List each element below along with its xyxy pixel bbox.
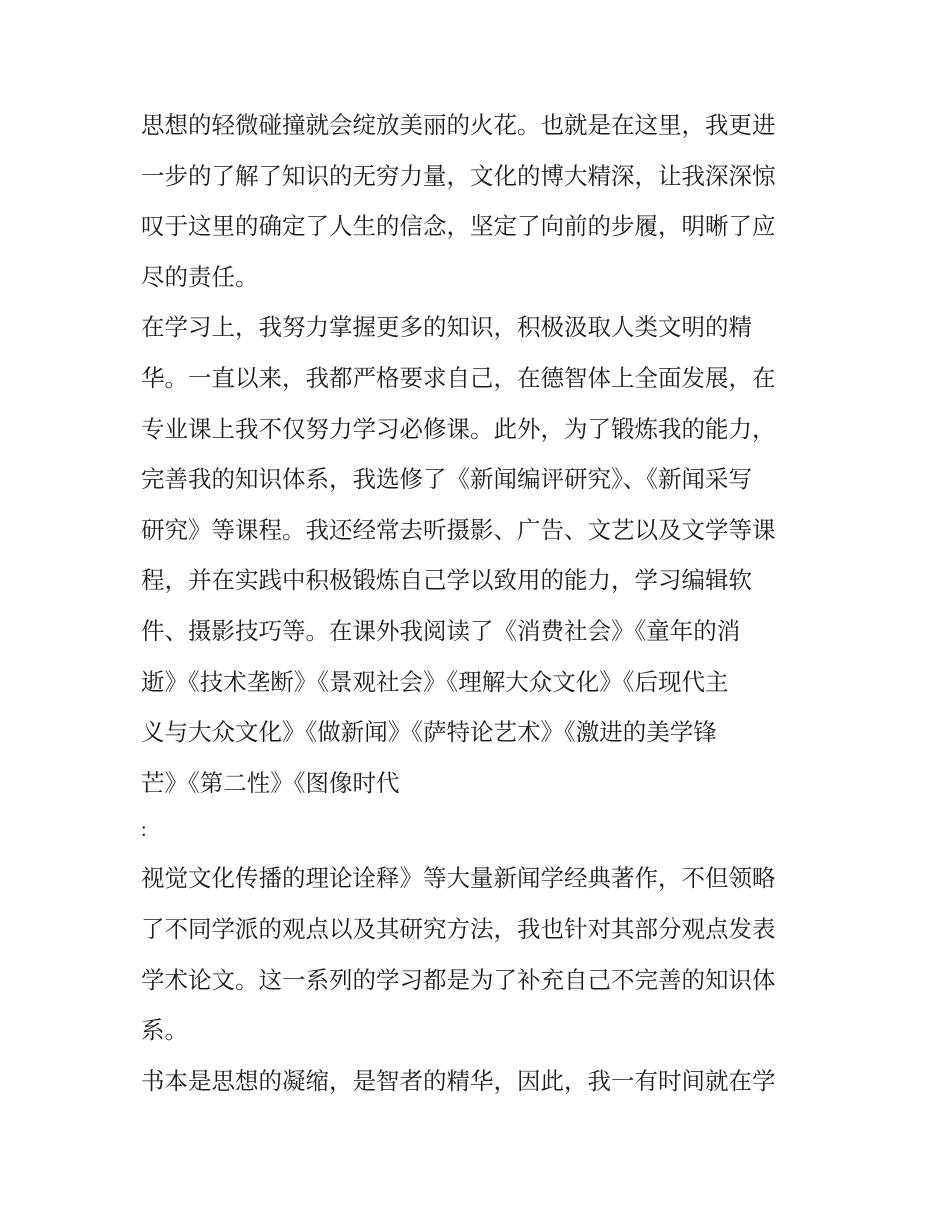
text-line: 一步的了解了知识的无穷力量，文化的博大精深，让我深深惊: [141, 161, 776, 190]
text-line: 叹于这里的确定了人生的信念，坚定了向前的步履，明晰了应: [141, 212, 776, 241]
document-body: [141, 100, 821, 1106]
text-line: 件、摄影技巧等。在课外我阅读了《消费社会》《童年的消: [141, 616, 741, 645]
text-line: 在学习上，我努力掌握更多的知识，积极汲取人类文明的精: [141, 313, 752, 342]
text-line: 华。一直以来，我都严格要求自己，在德智体上全面发展，在: [141, 363, 776, 392]
text-line: 书本是思想的凝缩，是智者的精华，因此，我一有时间就在学: [141, 1066, 776, 1095]
text-line: 芒》《第二性》《图像时代: [141, 768, 400, 797]
text-line: 尽的责任。: [141, 262, 259, 291]
text-line: 完善我的知识体系，我选修了《新闻编评研究》、《新闻采写: [141, 465, 752, 494]
text-line: 义与大众文化》《做新闻》《萨特论艺术》《激进的美学锋: [141, 718, 717, 747]
text-line: 逝》《技术垄断》《景观社会》《理解大众文化》《后现代主: [141, 667, 729, 696]
text-line: 研究》等课程。我还经常去听摄影、广告、文艺以及文学等课: [141, 515, 776, 544]
text-line: 专业课上我不仅努力学习必修课。此外，为了锻炼我的能力，: [141, 414, 776, 443]
text-line: 思想的轻微碰撞就会绽放美丽的火花。也就是在这里，我更进: [141, 111, 776, 139]
text-line: 学术论文。这一系列的学习都是为了补充自己不完善的知识体: [141, 965, 776, 994]
text-line: 程，并在实践中积极锻炼自己学以致用的能力，学习编辑软: [141, 566, 752, 595]
text-line: 系。: [141, 1016, 188, 1045]
text-line: 了不同学派的观点以及其研究方法，我也针对其部分观点发表: [141, 914, 776, 943]
text-line: 视觉文化传播的理论诠释》等大量新闻学经典著作，不但领略: [141, 864, 776, 893]
text-line-colon: :: [141, 819, 147, 842]
